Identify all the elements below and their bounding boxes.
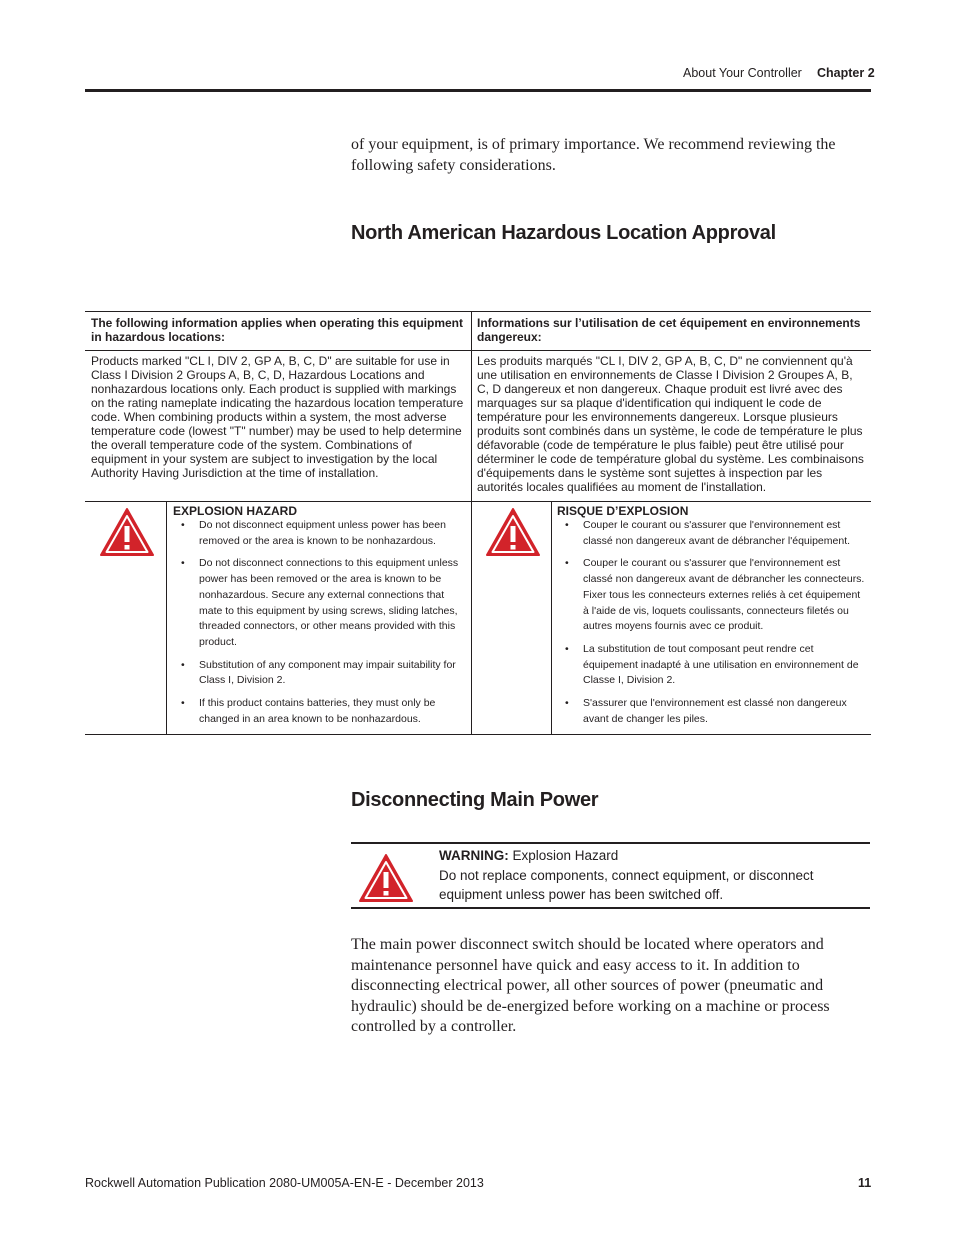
header-chapter: Chapter 2 <box>817 66 875 80</box>
hazard-list-en <box>173 504 467 727</box>
hazard-item: • Couper le courant ou s'assurer que l'environnement est classé non dangereux avant de débrancher les connecteurs. Fixer tous les connecteurs externes reliés à cet équipement à l'aide de vis, loquets coulissants, connecteurs filetés ou autres moyens fournis avec ce produit. <box>557 556 867 635</box>
page-number: 11 <box>858 1176 872 1190</box>
warning-heading <box>439 846 869 866</box>
table-header-rule <box>85 350 871 351</box>
warning-body: Do not replace components, connect equipment, or disconnect equipment unless power has been switched off. <box>439 867 814 902</box>
warning-triangle-icon <box>99 507 155 557</box>
hazard-item: • Do not disconnect connections to this equipment unless power has been removed or the area is known to be nonhazardous. Secure any external connections that mate to this equipment by using screws, sliding latches, threaded connectors, or other means provided with this product. <box>173 556 467 650</box>
warning-box <box>439 846 869 905</box>
warning-triangle-icon <box>358 853 414 903</box>
table-header-en: The following information applies when operating this equipment in hazardous locations: <box>91 316 464 344</box>
section-heading-disconnecting-power: Disconnecting Main Power <box>351 789 599 811</box>
body-paragraph: The main power disconnect switch should be located where operators and maintenance personnel have quick and easy access to it. In addition to disconnecting electrical power, all other sources of power (pneumatic and hydraulic) should be de-energized before working on a machine or process controlled by a controller. <box>351 936 830 1035</box>
hazard-table <box>85 311 871 735</box>
hazard-item: • If this product contains batteries, they must only be changed in an area known to be nonhazardous. <box>173 696 467 727</box>
table-fr-icon-divider <box>551 501 552 735</box>
intro-paragraph: of your equipment, is of primary importance. We recommend reviewing the following safety considerations. <box>351 136 836 174</box>
table-header-fr: Informations sur l’utilisation de cet équipement en environnements dangereux: <box>477 316 861 344</box>
hazard-title-en: EXPLOSION HAZARD <box>173 504 298 518</box>
hazard-item: • Substitution of any component may impair suitability for Class I, Division 2. <box>173 658 467 689</box>
table-body-en: Products marked "CL I, DIV 2, GP A, B, C, D" are suitable for use in Class I Division 2 Groups A, B, C, D, Hazardous Locations and nonhazardous locations only. Each product is supplied with markings on the rating nameplate indicating the hazardous location temperature code. When combining products within a system, the most adverse temperature code (lowest "T" number) may be used to help determine the overall temperature code of the system. Combinations of equipment in your system are subject to investigation by the local Authority Having Jurisdiction at the time of installation. <box>91 354 464 480</box>
warning-top-rule <box>351 842 870 844</box>
warning-triangle-icon <box>485 507 541 557</box>
table-top-rule <box>85 311 871 312</box>
table-bottom-rule <box>85 734 871 735</box>
hazard-item: • S'assurer que l'environnement est classé non dangereux avant de changer les piles. <box>557 696 867 727</box>
hazard-item: • La substitution de tout composant peut rendre cet équipement inadapté à une utilisation en environnement de Classe I, Division 2. <box>557 642 867 689</box>
hazard-item: • Couper le courant ou s'assurer que l'environnement est classé non dangereux avant de débrancher l'équipement. <box>557 518 867 549</box>
warning-title: Explosion Hazard <box>508 848 619 863</box>
table-body-rule <box>85 501 871 502</box>
table-en-icon-divider <box>166 501 167 735</box>
header-section-title: About Your Controller <box>683 66 802 80</box>
hazard-list-fr <box>557 504 867 727</box>
hazard-item: • Do not disconnect equipment unless power has been removed or the area is known to be nonhazardous. <box>173 518 467 549</box>
table-body-fr: Les produits marqués "CL I, DIV 2, GP A, B, C, D" ne conviennent qu'à une utilisation en environnements de Classe I Division 2 Groupes A, B, C, D dangereux et non dangereux. Chaque produit est livré avec des marquages sur sa plaque d'identification qui indiquent le code de température pour les environnements dangereux. Lorsque plusieurs produits sont combinés dans un système, le code de température le plus défavorable (code de température le plus faible) peut être utilisé pour déterminer le code de température global du système. Les combinaisons d'équipements dans le système sont sujettes à inspection par les autorités locales qualifiées au moment de l'installation. <box>477 354 864 494</box>
warning-bottom-rule <box>351 907 870 909</box>
section-heading-hazardous-location: North American Hazardous Location Approval <box>351 222 776 244</box>
table-center-divider <box>471 311 472 735</box>
header-rule <box>85 89 871 92</box>
hazard-title-fr: RISQUE D’EXPLOSION <box>557 504 689 518</box>
warning-label: WARNING: <box>439 848 509 863</box>
footer-publication: Rockwell Automation Publication 2080-UM005A-EN-E - December 2013 <box>85 1176 484 1190</box>
